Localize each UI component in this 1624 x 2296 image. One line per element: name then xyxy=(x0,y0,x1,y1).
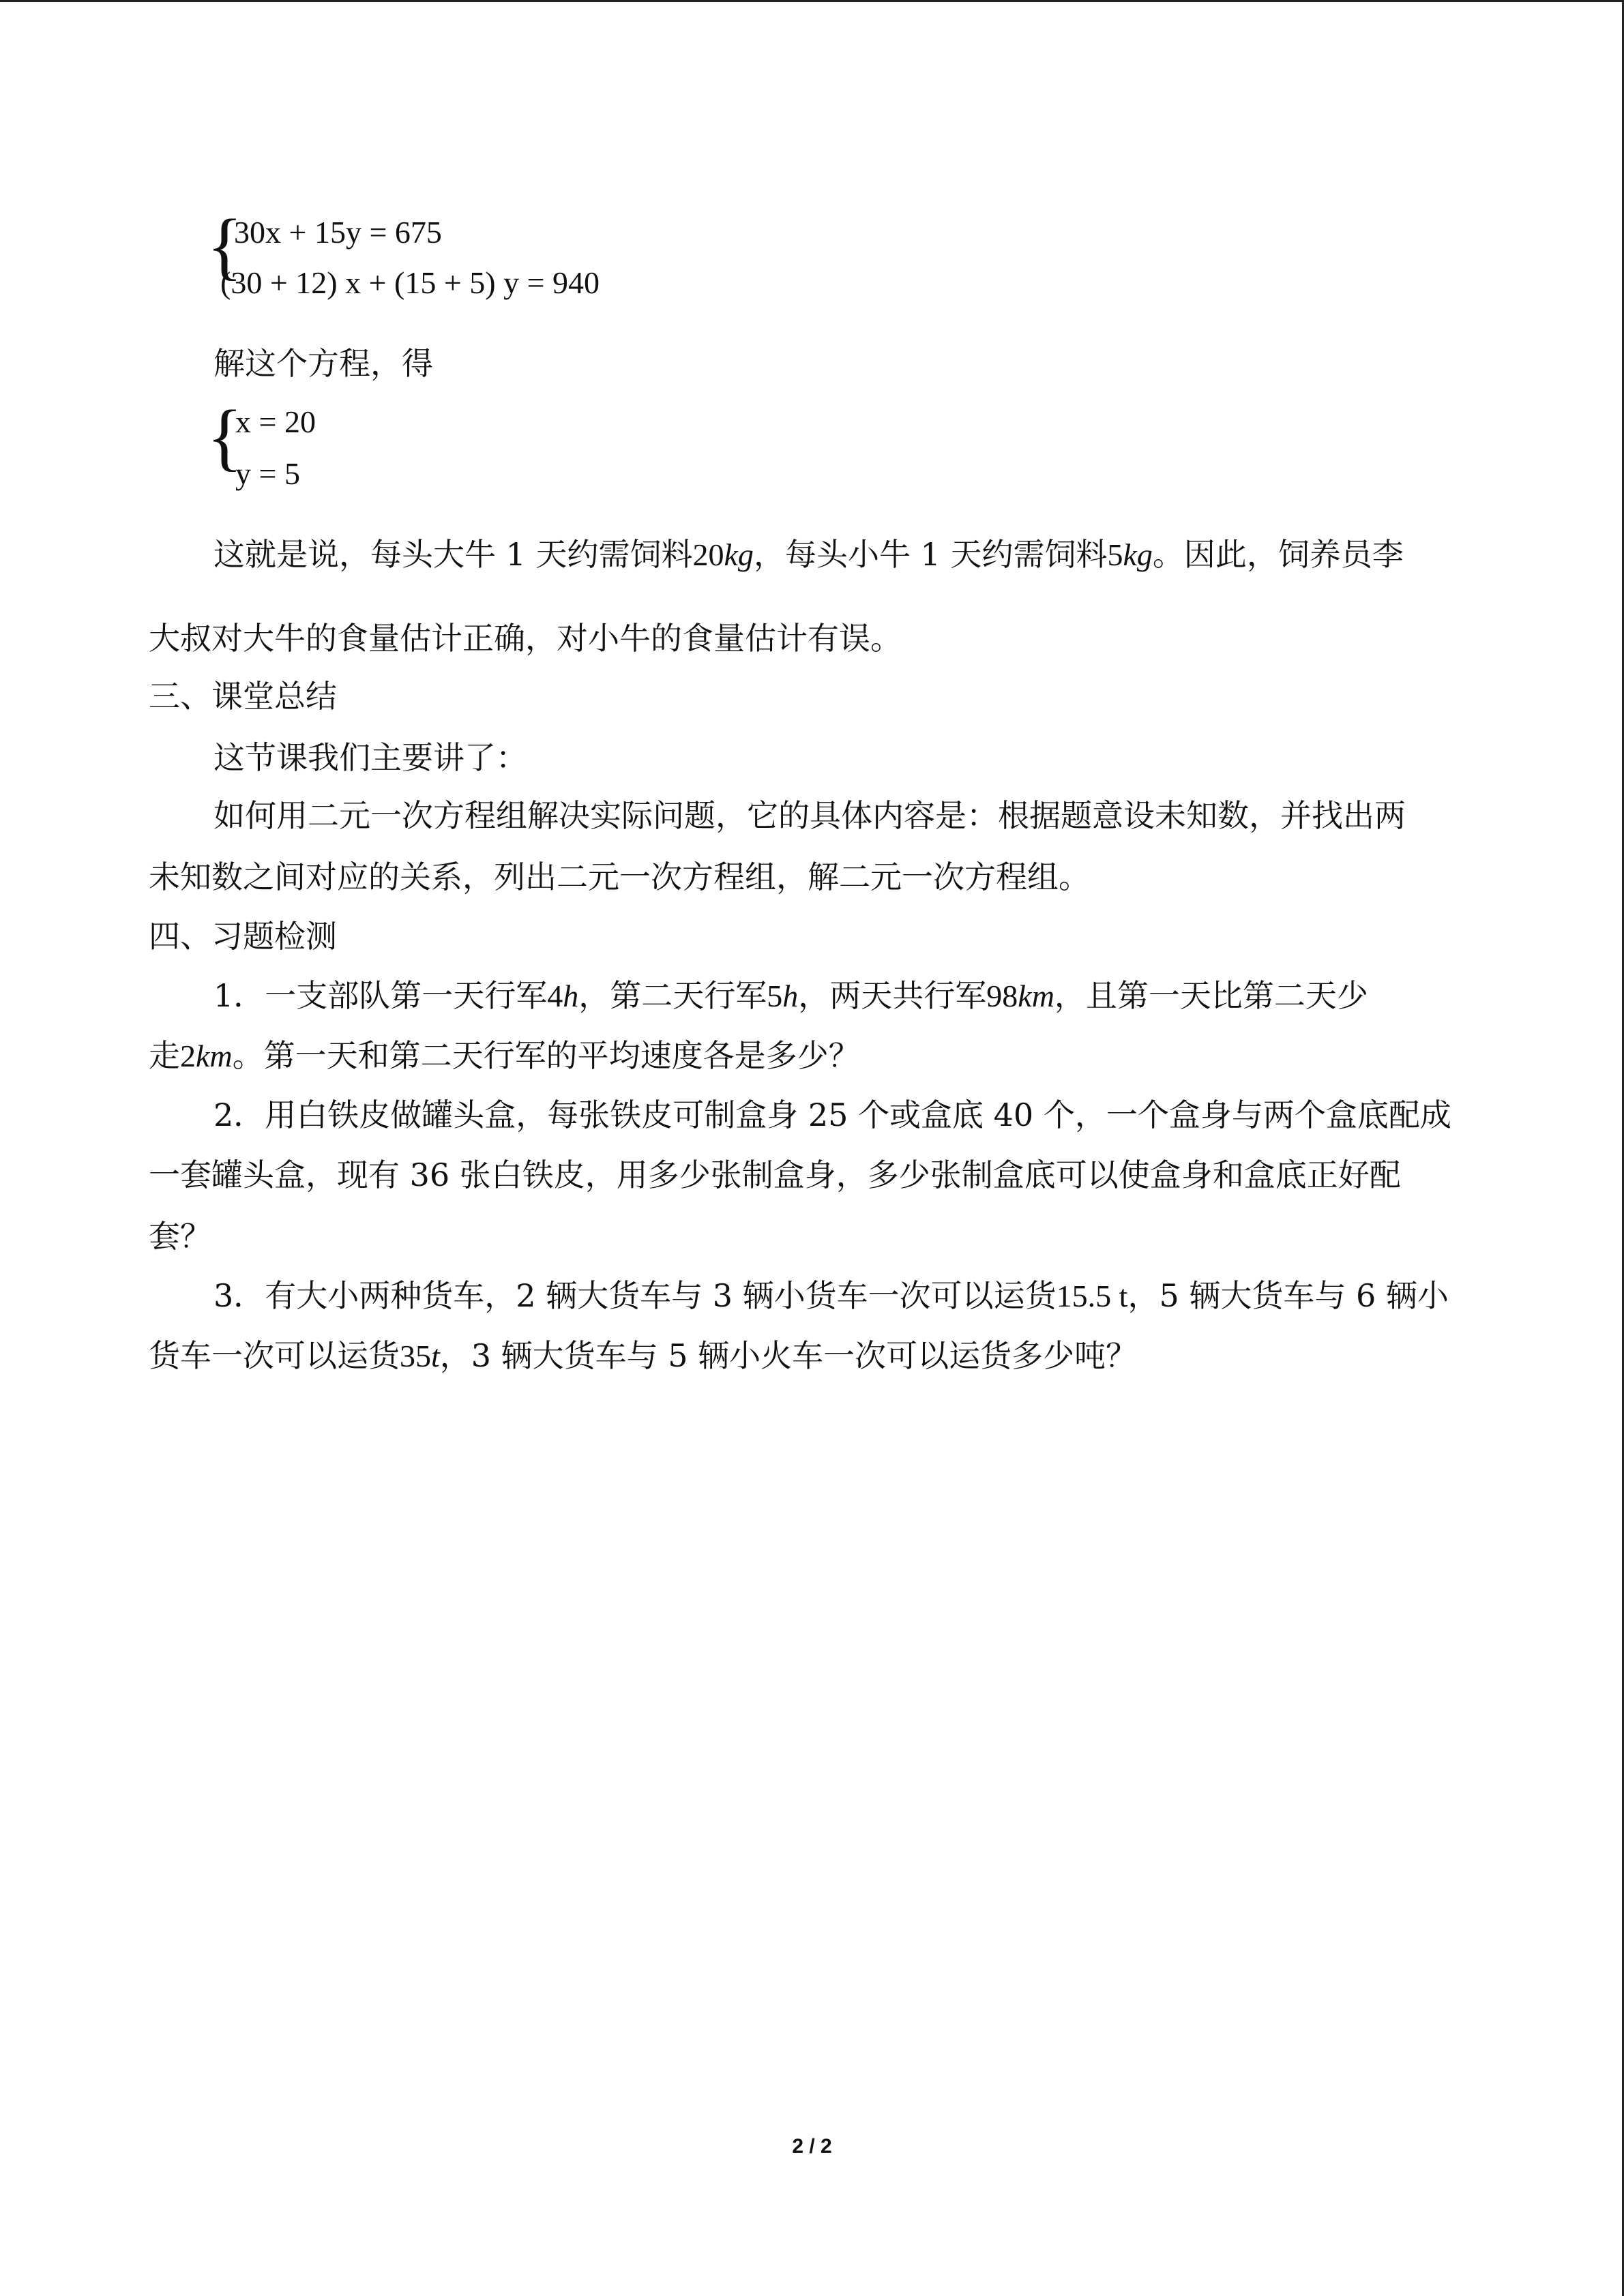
text-run: ，两天共行军 xyxy=(798,977,987,1014)
math-value: 5 xyxy=(1107,537,1123,572)
text-run: 货车一次可以运货 xyxy=(149,1337,400,1374)
exercise-1-line1 xyxy=(213,977,1368,1014)
equation-row xyxy=(235,458,300,490)
paragraph-solve: 解这个方程，得 xyxy=(213,345,433,382)
page-top-border xyxy=(0,0,1624,2)
text-run: ，且第一天比第二天少 xyxy=(1054,977,1368,1014)
text-run: ，每头小牛 1 天约需饲料 xyxy=(753,536,1108,573)
math-value: 35 xyxy=(400,1339,431,1373)
math-unit: kg xyxy=(1123,537,1153,572)
text-run: ，3 辆大货车与 5 辆小火车一次可以运货多少吨？ xyxy=(439,1337,1138,1374)
equation-row xyxy=(235,406,316,438)
equation-text: (30 + 12) x + (15 + 5) y = 940 xyxy=(220,265,600,300)
exercise-3-line1 xyxy=(213,1277,1449,1314)
text-run: ，第二天行军 xyxy=(578,977,767,1014)
math-value: 98 xyxy=(986,979,1018,1013)
equation-row xyxy=(220,267,600,299)
left-brace: { xyxy=(207,395,243,478)
math-value: 20 xyxy=(692,537,724,572)
text-run: 。第一天和第二天行军的平均速度各是多少？ xyxy=(232,1037,860,1074)
paragraph-summary-line1: 如何用二元一次方程组解决实际问题，它的具体内容是：根据题意设未知数，并找出两 xyxy=(213,797,1406,834)
exercise-3-line2 xyxy=(149,1337,1138,1374)
text-run: 1．一支部队第一天行军 xyxy=(213,977,548,1014)
page-number: 2 / 2 xyxy=(792,2135,832,2158)
math-value: 15.5 t xyxy=(1056,1279,1128,1313)
math-unit: h xyxy=(782,979,799,1013)
equation-text: x = 20 xyxy=(235,404,316,439)
equation-row xyxy=(234,217,442,248)
math-unit: km xyxy=(196,1039,233,1073)
math-value: 4 xyxy=(547,979,563,1013)
section-heading-summary: 三、课堂总结 xyxy=(149,678,337,715)
text-run: 3．有大小两种货车，2 辆大货车与 3 辆小货车一次可以运货 xyxy=(213,1277,1057,1314)
text-run: 走 xyxy=(149,1037,180,1074)
paragraph-conclusion-line1 xyxy=(213,536,1404,573)
section-heading-exercises: 四、习题检测 xyxy=(149,918,337,955)
equation-text: 30x + 15y = 675 xyxy=(234,215,442,250)
paragraph-summary-intro: 这节课我们主要讲了： xyxy=(213,739,527,776)
math-value: 2 xyxy=(180,1039,196,1073)
equation-text: y = 5 xyxy=(235,456,300,491)
text-run: 。因此，饲养员李 xyxy=(1152,536,1404,573)
math-unit: h xyxy=(563,979,579,1013)
paragraph-conclusion-line2: 大叔对大牛的食量估计正确，对小牛的食量估计有误。 xyxy=(149,620,902,657)
exercise-2-line1: 2．用白铁皮做罐头盒，每张铁皮可制盒身 25 个或盒底 40 个，一个盒身与两个盒底配成 xyxy=(213,1097,1451,1133)
text-run: ，5 辆大货车与 6 辆小 xyxy=(1127,1277,1449,1314)
left-brace: { xyxy=(207,204,243,287)
math-unit: t xyxy=(431,1339,440,1373)
math-value: 5 xyxy=(767,979,783,1013)
paragraph-summary-line2: 未知数之间对应的关系，列出二元一次方程组，解二元一次方程组。 xyxy=(149,859,1090,895)
exercise-2-line2: 一套罐头盒，现有 36 张白铁皮，用多少张制盒身，多少张制盒底可以使盒身和盒底正好配 xyxy=(149,1157,1401,1193)
text-run: 这就是说，每头大牛 1 天约需饲料 xyxy=(213,536,693,573)
math-unit: kg xyxy=(724,537,754,572)
exercise-2-line3: 套？ xyxy=(149,1218,211,1255)
math-unit: km xyxy=(1018,979,1054,1013)
exercise-1-line2 xyxy=(149,1037,860,1074)
